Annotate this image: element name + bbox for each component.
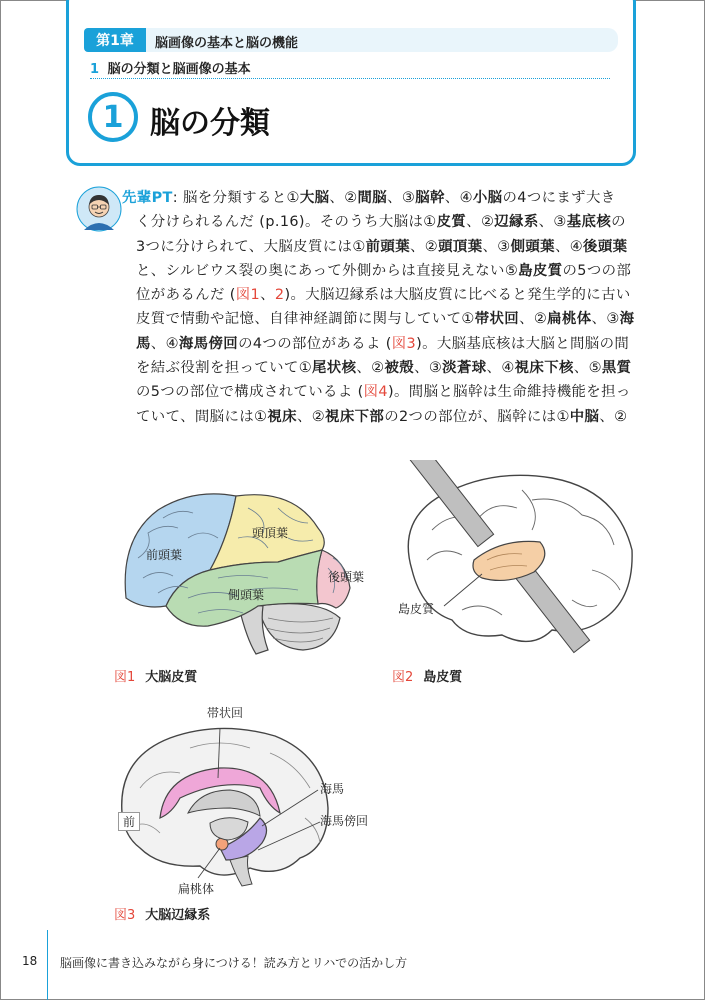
figure3-title: 大脳辺縁系 [145, 908, 211, 923]
text-run: 3つに分けられて、大脳皮質には① [136, 238, 366, 255]
cerebellum-region [258, 604, 340, 650]
key-term: 海馬傍回 [178, 335, 239, 352]
key-term: 皮質 [436, 214, 467, 231]
text-run: の4つにまず大き [502, 190, 616, 206]
text-run: の [611, 214, 626, 231]
text-run: 、④ [150, 335, 179, 352]
paragraph-line [122, 259, 640, 283]
parietal-lobe-label: 頭頂葉 [252, 526, 289, 540]
text-run: の4つの部位があるよ ( [238, 335, 392, 352]
text-run: 、 [260, 287, 275, 304]
text-run: く分けられるんだ (p.16)。そのうち大脳は① [136, 214, 437, 231]
paragraph-line [122, 235, 640, 259]
text-run: 、④ [554, 238, 584, 255]
section-number: 1 [90, 62, 100, 77]
text-run: 、③ [591, 311, 620, 328]
cingulate-gyrus-label: 帯状回 [207, 706, 244, 720]
paragraph-line [122, 405, 640, 429]
key-term: 馬 [136, 335, 151, 352]
figure2-title: 島皮質 [423, 670, 463, 685]
paragraph-line [122, 332, 640, 356]
text-run: )。大脳基底核は大脳と間脳の間 [416, 335, 630, 352]
text-run: 、③ [387, 190, 416, 206]
text-run: 、④ [444, 190, 473, 206]
key-term: 視床下核 [514, 360, 574, 377]
text-run: と、シルビウス裂の奥にあって外側からは直接見えない⑤ [136, 262, 519, 279]
paragraph-line [122, 356, 640, 380]
occipital-lobe-label: 後頭葉 [328, 570, 365, 584]
footer-divider [47, 930, 48, 1000]
text-run: ていて、間脳には① [136, 408, 268, 425]
figure2-insula-diagram [382, 460, 644, 665]
text-run: 、⑤ [573, 360, 602, 377]
text-run: 、③ [414, 360, 443, 377]
text-run: 、② [296, 408, 326, 425]
key-term: 視床 [267, 408, 297, 425]
frontal-lobe-label: 前頭葉 [146, 548, 183, 562]
section-heading [90, 58, 251, 77]
text-run: 、② [466, 214, 495, 231]
key-term: 大脳 [299, 190, 330, 206]
key-term: 島皮質 [518, 262, 563, 279]
text-run: 位があるんだ ( [136, 287, 236, 304]
key-term: 基底核 [566, 214, 612, 231]
figure2-number: 図2 [392, 670, 414, 685]
amygdala-label: 扁桃体 [178, 882, 215, 896]
dialogue-paragraph [122, 186, 640, 429]
key-term: 頭頂葉 [438, 238, 483, 255]
paragraph-line [122, 186, 640, 210]
text-run: 、③ [538, 214, 567, 231]
figure-reference: 2 [274, 287, 285, 304]
figure1-number: 図1 [114, 670, 136, 685]
chapter-tag: 第1章 [84, 28, 146, 52]
figure3-number: 図3 [114, 908, 136, 923]
key-term: 被殻 [384, 360, 415, 377]
chapter-title: 脳画像の基本と脳の機能 [155, 36, 299, 51]
page-number: 18 [22, 954, 38, 968]
key-term: 扁桃体 [547, 311, 592, 328]
page-title: 脳の分類 [150, 106, 270, 141]
speaker-name: 先輩PT [122, 190, 173, 206]
figure3-caption [114, 904, 210, 923]
text-run: を結ぶ役割を担っていて① [136, 360, 312, 377]
key-term: 前頭葉 [365, 238, 411, 255]
anterior-direction-label: 前 [118, 812, 140, 831]
key-term: 帯状回 [474, 311, 520, 328]
key-term: 海 [619, 311, 635, 328]
key-term: 小脳 [472, 190, 503, 206]
section-title: 脳の分類と脳画像の基本 [107, 62, 251, 77]
text-run: )。間脳と脳幹は生命維持機能を担っ [387, 384, 631, 401]
text-run: 、④ [486, 360, 515, 377]
text-run: 、② [329, 190, 358, 206]
paragraph-line [122, 283, 640, 307]
key-term: 側頭葉 [510, 238, 555, 255]
senior-pt-avatar-icon [76, 186, 122, 232]
text-run: の5つの部位で構成されているよ ( [136, 384, 364, 401]
text-run: : 脳を分類すると① [172, 190, 300, 206]
text-run: 皮質で情動や記憶、自律神経調節に関与していて① [136, 311, 475, 328]
key-term: 中脳 [569, 408, 600, 425]
key-term: 視床下部 [325, 408, 385, 425]
key-term: 尾状核 [312, 360, 357, 377]
temporal-lobe-label: 側頭葉 [228, 588, 265, 602]
insula-label: 島皮質 [398, 602, 435, 616]
key-term: 後頭葉 [583, 238, 628, 255]
figure-reference: 図1 [235, 287, 261, 304]
hippocampus-label: 海馬 [320, 782, 345, 796]
key-term: 脳幹 [415, 190, 445, 206]
paragraph-line [122, 307, 640, 331]
text-run: 、② [519, 311, 548, 328]
paragraph-line [122, 210, 640, 234]
figure1-cerebral-cortex-diagram [118, 478, 358, 663]
key-term: 間脳 [357, 190, 388, 206]
text-run: の5つの部 [562, 262, 632, 279]
text-run: 、② [599, 408, 628, 425]
topic-number-badge: 1 [88, 92, 138, 142]
key-term: 淡蒼球 [442, 360, 487, 377]
text-run: の2つの部位が、脳幹には① [384, 408, 570, 425]
figure2-caption [392, 666, 462, 685]
figure-reference: 図3 [391, 335, 417, 352]
figure-reference: 図4 [363, 384, 388, 401]
text-run: 、② [410, 238, 439, 255]
key-term: 辺縁系 [494, 214, 539, 231]
text-run: 、③ [482, 238, 511, 255]
figure1-caption [114, 666, 197, 685]
text-run: 、② [356, 360, 385, 377]
key-term: 黒質 [601, 360, 632, 377]
dotted-divider [90, 78, 610, 79]
figure3-limbic-system-diagram [110, 718, 340, 888]
text-run: )。大脳辺縁系は大脳皮質に比べると発生学的に古い [284, 287, 631, 304]
figure1-title: 大脳皮質 [145, 670, 198, 685]
parahippocampal-gyrus-label: 海馬傍回 [320, 814, 369, 828]
paragraph-line [122, 380, 640, 404]
book-title-footer: 脳画像に書き込みながら身につける！読み方とリハでの活かし方 [60, 956, 408, 970]
